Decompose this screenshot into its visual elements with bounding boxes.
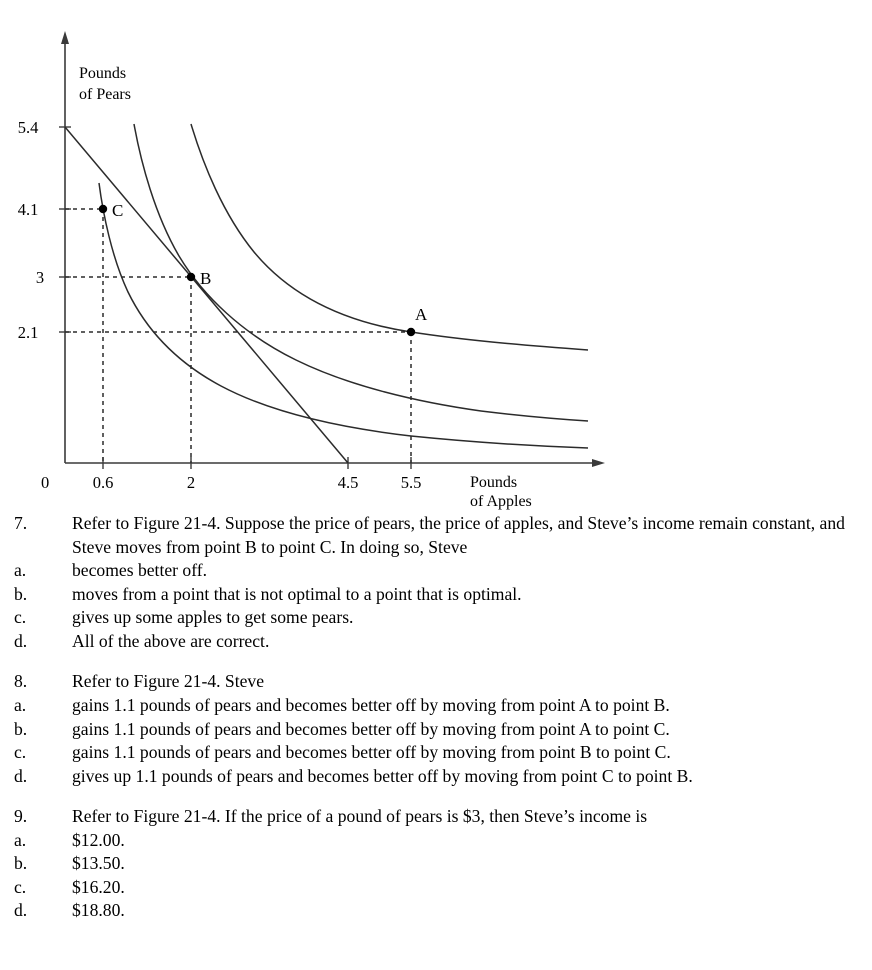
x-tick-label-4-5: 4.5 (337, 473, 359, 492)
indifference-curve-3 (191, 124, 588, 350)
question-8-stem-row (14, 670, 860, 694)
choice-text: becomes better off. (72, 560, 207, 581)
choice-text: gives up some apples to get some pears. (72, 607, 354, 628)
question-7 (14, 512, 860, 653)
question-7-choice-b[interactable] (14, 583, 860, 607)
choice-text: gives up 1.1 pounds of pears and becomes better off by moving from point C to point B. (72, 765, 693, 786)
question-7-choice-a[interactable] (14, 559, 860, 583)
x-axis-title-line2: of Apples (470, 493, 532, 510)
x-tick-label-0-6: 0.6 (92, 473, 114, 492)
choice-text: moves from a point that is not optimal to a point that is optimal. (72, 583, 522, 604)
question-list (14, 512, 860, 923)
question-7-stem: Refer to Figure 21-4. Suppose the price of pears, the price of apples, and Steve’s income remain constant, and Steve moves from point B to point C. In doing so, Steve (72, 513, 845, 557)
indifference-curve-chart (0, 0, 660, 510)
question-8-choice-c[interactable] (14, 741, 860, 765)
y-axis-title-line1: Pounds (79, 65, 127, 82)
point-a-label: A (415, 305, 428, 324)
choice-label: d. (14, 630, 28, 651)
x-tick-label-2: 2 (186, 473, 196, 492)
question-8-stem: Refer to Figure 21-4. Steve (72, 671, 265, 692)
choice-label: c. (14, 607, 27, 628)
choice-text: $18.80. (72, 900, 125, 921)
question-spacer (14, 788, 860, 805)
question-9-choice-d[interactable] (14, 899, 860, 923)
question-9 (14, 805, 860, 923)
choice-text: gains 1.1 pounds of pears and becomes better off by moving from point A to point C. (72, 718, 670, 739)
choice-label: a. (14, 560, 27, 581)
choice-label: c. (14, 742, 27, 763)
question-8-choice-b[interactable] (14, 718, 860, 742)
choice-label: a. (14, 694, 27, 715)
question-9-choice-a[interactable] (14, 829, 860, 853)
point-c-label: C (112, 201, 124, 220)
choice-label: a. (14, 829, 27, 850)
figure-21-4 (0, 0, 660, 510)
choice-label: b. (14, 853, 28, 874)
y-axis-title-line2: of Pears (79, 86, 131, 103)
choice-text: $13.50. (72, 853, 125, 874)
x-axis-title-line1: Pounds (470, 474, 518, 491)
question-7-stem-row (14, 512, 860, 559)
question-8-choice-a[interactable] (14, 694, 860, 718)
data-point-b (187, 273, 195, 281)
choice-text: $16.20. (72, 876, 125, 897)
question-7-choice-c[interactable] (14, 606, 860, 630)
budget-constraint-line (65, 127, 348, 463)
guide-lines (65, 209, 411, 463)
y-tick-label-3: 3 (35, 268, 45, 287)
question-spacer (14, 653, 860, 670)
indifference-curve-1 (99, 183, 588, 448)
question-8 (14, 670, 860, 788)
point-b-label: B (200, 269, 212, 288)
x-tick-label-5-5: 5.5 (400, 473, 422, 492)
choice-label: b. (14, 583, 28, 604)
choice-label: d. (14, 765, 28, 786)
origin-label: 0 (41, 473, 50, 492)
data-point-c (99, 205, 107, 213)
question-8-number: 8. (14, 671, 28, 692)
question-9-number: 9. (14, 806, 28, 827)
y-tick-label-5-4: 5.4 (17, 118, 39, 137)
choice-label: b. (14, 718, 28, 739)
choice-text: All of the above are correct. (72, 630, 270, 651)
y-tick-label-2-1: 2.1 (17, 323, 39, 342)
question-9-choice-b[interactable] (14, 852, 860, 876)
choice-label: d. (14, 900, 28, 921)
question-8-choice-d[interactable] (14, 765, 860, 789)
chart-axes (61, 31, 605, 467)
y-tick-label-4-1: 4.1 (17, 200, 39, 219)
question-9-choice-c[interactable] (14, 876, 860, 900)
question-9-stem: Refer to Figure 21-4. If the price of a pound of pears is $3, then Steve’s income is (72, 806, 648, 827)
question-7-choice-d[interactable] (14, 630, 860, 654)
choice-text: gains 1.1 pounds of pears and becomes better off by moving from point A to point B. (72, 694, 670, 715)
question-9-stem-row (14, 805, 860, 829)
data-point-a (407, 328, 415, 336)
question-7-number: 7. (14, 513, 28, 533)
choice-text: gains 1.1 pounds of pears and becomes better off by moving from point B to point C. (72, 742, 671, 763)
choice-text: $12.00. (72, 829, 125, 850)
choice-label: c. (14, 876, 27, 897)
